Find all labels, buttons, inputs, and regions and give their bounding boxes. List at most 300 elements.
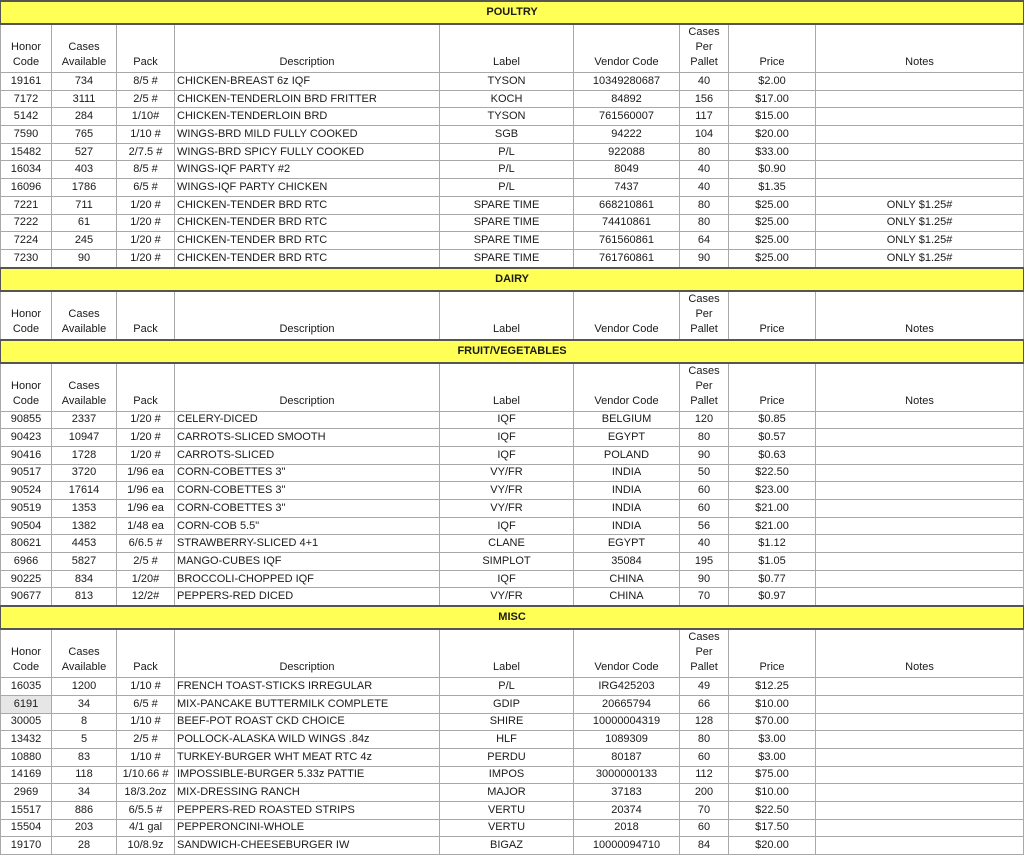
cell-label[interactable]: TYSON [440,73,574,91]
cell-price[interactable]: $15.00 [729,108,816,126]
cell-price[interactable]: $25.00 [729,249,816,267]
cell-price[interactable]: $1.05 [729,553,816,571]
cell-pack[interactable]: 1/10 # [117,678,175,696]
cell-label[interactable]: PERDU [440,748,574,766]
cell-honor-code[interactable]: 16034 [1,161,52,179]
cell-price[interactable]: $17.00 [729,90,816,108]
cell-vendor-code[interactable]: 3000000133 [574,766,680,784]
cell-cases-per-pallet[interactable]: 90 [680,249,729,267]
cell-vendor-code[interactable]: BELGIUM [574,411,680,429]
cell-label[interactable]: SPARE TIME [440,232,574,250]
cell-label[interactable]: P/L [440,161,574,179]
cell-cases-available[interactable]: 1728 [52,446,117,464]
column-header-label[interactable] [440,24,574,73]
column-header-notes[interactable] [816,24,1024,73]
cell-notes[interactable] [816,482,1024,500]
cell-cases-per-pallet[interactable]: 40 [680,179,729,197]
cell-pack[interactable]: 6/6.5 # [117,535,175,553]
cell-cases-per-pallet[interactable]: 200 [680,784,729,802]
cell-price[interactable]: $23.00 [729,482,816,500]
cell-cases-available[interactable]: 90 [52,249,117,267]
column-header-label[interactable] [440,363,574,412]
cell-cases-available[interactable]: 3111 [52,90,117,108]
column-header-honor-code[interactable] [1,291,52,340]
column-header-label[interactable] [440,291,574,340]
cell-cases-available[interactable]: 711 [52,196,117,214]
cell-notes[interactable] [816,819,1024,837]
cell-price[interactable]: $22.50 [729,464,816,482]
cell-pack[interactable]: 1/20 # [117,446,175,464]
cell-cases-per-pallet[interactable]: 60 [680,819,729,837]
cell-cases-available[interactable]: 10947 [52,429,117,447]
cell-description[interactable]: WINGS-BRD SPICY FULLY COOKED [175,143,440,161]
column-header-pack[interactable] [117,629,175,678]
column-header-cases-per-pallet[interactable] [680,291,729,340]
cell-vendor-code[interactable]: INDIA [574,500,680,518]
cell-honor-code[interactable]: 6966 [1,553,52,571]
cell-pack[interactable]: 6/5.5 # [117,801,175,819]
cell-description[interactable]: CARROTS-SLICED [175,446,440,464]
column-header-honor-code[interactable] [1,363,52,412]
cell-description[interactable]: POLLOCK-ALASKA WILD WINGS .84z [175,731,440,749]
cell-notes[interactable] [816,464,1024,482]
cell-price[interactable]: $33.00 [729,143,816,161]
cell-notes[interactable] [816,678,1024,696]
cell-pack[interactable]: 6/5 # [117,695,175,713]
cell-cases-per-pallet[interactable]: 64 [680,232,729,250]
cell-description[interactable]: CHICKEN-BREAST 6z IQF [175,73,440,91]
cell-vendor-code[interactable]: EGYPT [574,535,680,553]
cell-label[interactable]: IQF [440,429,574,447]
cell-cases-per-pallet[interactable]: 49 [680,678,729,696]
column-header-cases-available[interactable] [52,629,117,678]
cell-pack[interactable]: 1/20 # [117,411,175,429]
cell-price[interactable]: $10.00 [729,784,816,802]
cell-cases-per-pallet[interactable]: 84 [680,837,729,855]
cell-price[interactable]: $0.77 [729,570,816,588]
cell-cases-per-pallet[interactable]: 60 [680,500,729,518]
cell-pack[interactable]: 8/5 # [117,161,175,179]
column-header-cases-per-pallet[interactable] [680,363,729,412]
cell-label[interactable]: CLANE [440,535,574,553]
cell-price[interactable]: $70.00 [729,713,816,731]
cell-price[interactable]: $22.50 [729,801,816,819]
cell-description[interactable]: PEPPERONCINI-WHOLE [175,819,440,837]
cell-cases-per-pallet[interactable]: 156 [680,90,729,108]
cell-honor-code[interactable]: 90225 [1,570,52,588]
cell-cases-available[interactable]: 813 [52,588,117,606]
column-header-notes[interactable] [816,629,1024,678]
cell-pack[interactable]: 1/20 # [117,232,175,250]
cell-price[interactable]: $3.00 [729,748,816,766]
cell-price[interactable]: $3.00 [729,731,816,749]
cell-notes[interactable] [816,179,1024,197]
cell-price[interactable]: $0.63 [729,446,816,464]
cell-description[interactable]: FRENCH TOAST-STICKS IRREGULAR [175,678,440,696]
cell-vendor-code[interactable]: EGYPT [574,429,680,447]
cell-label[interactable]: VERTU [440,819,574,837]
cell-cases-per-pallet[interactable]: 80 [680,143,729,161]
column-header-cases-per-pallet[interactable] [680,629,729,678]
cell-description[interactable]: TURKEY-BURGER WHT MEAT RTC 4z [175,748,440,766]
cell-price[interactable]: $17.50 [729,819,816,837]
cell-description[interactable]: CHICKEN-TENDER BRD RTC [175,214,440,232]
cell-pack[interactable]: 1/10 # [117,126,175,144]
cell-notes[interactable] [816,429,1024,447]
cell-notes[interactable] [816,126,1024,144]
column-header-price[interactable] [729,24,816,73]
cell-description[interactable]: CHICKEN-TENDER BRD RTC [175,196,440,214]
cell-cases-available[interactable]: 245 [52,232,117,250]
cell-vendor-code[interactable]: 10349280687 [574,73,680,91]
cell-description[interactable]: CORN-COBETTES 3" [175,482,440,500]
cell-cases-available[interactable]: 765 [52,126,117,144]
column-header-pack[interactable] [117,24,175,73]
cell-cases-available[interactable]: 1353 [52,500,117,518]
cell-notes[interactable] [816,553,1024,571]
cell-honor-code[interactable]: 16096 [1,179,52,197]
cell-vendor-code[interactable]: INDIA [574,517,680,535]
cell-cases-available[interactable]: 734 [52,73,117,91]
cell-cases-per-pallet[interactable]: 128 [680,713,729,731]
cell-cases-available[interactable]: 34 [52,695,117,713]
column-header-description[interactable] [175,629,440,678]
column-header-notes[interactable] [816,291,1024,340]
cell-notes[interactable] [816,588,1024,606]
cell-honor-code[interactable]: 19161 [1,73,52,91]
cell-cases-per-pallet[interactable]: 70 [680,588,729,606]
cell-pack[interactable]: 1/10 # [117,713,175,731]
cell-honor-code[interactable]: 15482 [1,143,52,161]
cell-price[interactable]: $21.00 [729,500,816,518]
cell-cases-available[interactable]: 28 [52,837,117,855]
cell-cases-available[interactable]: 1200 [52,678,117,696]
cell-pack[interactable]: 1/48 ea [117,517,175,535]
cell-cases-available[interactable]: 17614 [52,482,117,500]
cell-price[interactable]: $21.00 [729,517,816,535]
cell-pack[interactable]: 8/5 # [117,73,175,91]
cell-cases-per-pallet[interactable]: 80 [680,731,729,749]
cell-pack[interactable]: 6/5 # [117,179,175,197]
cell-description[interactable]: CORN-COBETTES 3" [175,500,440,518]
cell-cases-per-pallet[interactable]: 66 [680,695,729,713]
cell-label[interactable]: SGB [440,126,574,144]
column-header-cases-available[interactable] [52,363,117,412]
cell-label[interactable]: IQF [440,517,574,535]
cell-description[interactable]: WINGS-IQF PARTY CHICKEN [175,179,440,197]
cell-cases-available[interactable]: 5827 [52,553,117,571]
cell-notes[interactable] [816,801,1024,819]
cell-notes[interactable] [816,446,1024,464]
cell-description[interactable]: PEPPERS-RED ROASTED STRIPS [175,801,440,819]
cell-cases-available[interactable]: 2337 [52,411,117,429]
column-header-description[interactable] [175,291,440,340]
cell-label[interactable]: VY/FR [440,482,574,500]
column-header-vendor-code[interactable] [574,291,680,340]
cell-honor-code[interactable]: 2969 [1,784,52,802]
cell-description[interactable]: CELERY-DICED [175,411,440,429]
column-header-cases-available[interactable] [52,291,117,340]
cell-cases-per-pallet[interactable]: 60 [680,482,729,500]
cell-notes[interactable] [816,517,1024,535]
cell-label[interactable]: P/L [440,143,574,161]
cell-pack[interactable]: 18/3.2oz [117,784,175,802]
cell-honor-code[interactable]: 13432 [1,731,52,749]
cell-label[interactable]: P/L [440,179,574,197]
cell-price[interactable]: $0.90 [729,161,816,179]
cell-cases-per-pallet[interactable]: 40 [680,161,729,179]
cell-notes[interactable]: ONLY $1.25# [816,196,1024,214]
cell-notes[interactable]: ONLY $1.25# [816,249,1024,267]
cell-pack[interactable]: 1/10# [117,108,175,126]
cell-vendor-code[interactable]: 7437 [574,179,680,197]
cell-label[interactable]: SPARE TIME [440,196,574,214]
cell-vendor-code[interactable]: 80187 [574,748,680,766]
cell-honor-code[interactable]: 16035 [1,678,52,696]
cell-cases-per-pallet[interactable]: 40 [680,73,729,91]
cell-notes[interactable] [816,695,1024,713]
cell-honor-code[interactable]: 90416 [1,446,52,464]
cell-vendor-code[interactable]: 1089309 [574,731,680,749]
cell-notes[interactable] [816,411,1024,429]
cell-cases-available[interactable]: 403 [52,161,117,179]
section-title[interactable]: DAIRY [1,268,1024,291]
cell-honor-code[interactable]: 90855 [1,411,52,429]
cell-honor-code[interactable]: 14169 [1,766,52,784]
cell-vendor-code[interactable]: 37183 [574,784,680,802]
cell-label[interactable]: IQF [440,411,574,429]
cell-description[interactable]: CORN-COB 5.5" [175,517,440,535]
cell-notes[interactable]: ONLY $1.25# [816,214,1024,232]
cell-price[interactable]: $2.00 [729,73,816,91]
cell-notes[interactable] [816,837,1024,855]
cell-cases-per-pallet[interactable]: 50 [680,464,729,482]
cell-pack[interactable]: 4/1 gal [117,819,175,837]
cell-price[interactable]: $0.85 [729,411,816,429]
cell-cases-available[interactable]: 83 [52,748,117,766]
cell-description[interactable]: BROCCOLI-CHOPPED IQF [175,570,440,588]
cell-cases-per-pallet[interactable]: 80 [680,196,729,214]
cell-honor-code[interactable]: 30005 [1,713,52,731]
cell-honor-code[interactable]: 7222 [1,214,52,232]
cell-vendor-code[interactable]: 761560861 [574,232,680,250]
cell-pack[interactable]: 1/96 ea [117,482,175,500]
cell-description[interactable]: STRAWBERRY-SLICED 4+1 [175,535,440,553]
cell-description[interactable]: BEEF-POT ROAST CKD CHOICE [175,713,440,731]
cell-price[interactable]: $12.25 [729,678,816,696]
cell-pack[interactable]: 1/96 ea [117,500,175,518]
column-header-pack[interactable] [117,291,175,340]
section-title[interactable]: FRUIT/VEGETABLES [1,340,1024,363]
cell-cases-available[interactable]: 5 [52,731,117,749]
cell-price[interactable]: $0.57 [729,429,816,447]
cell-honor-code[interactable]: 90517 [1,464,52,482]
column-header-cases-per-pallet[interactable] [680,24,729,73]
column-header-price[interactable] [729,291,816,340]
column-header-description[interactable] [175,24,440,73]
cell-notes[interactable] [816,748,1024,766]
cell-label[interactable]: VY/FR [440,500,574,518]
cell-price[interactable]: $20.00 [729,126,816,144]
cell-label[interactable]: IQF [440,570,574,588]
cell-label[interactable]: MAJOR [440,784,574,802]
cell-honor-code[interactable]: 15504 [1,819,52,837]
cell-pack[interactable]: 2/7.5 # [117,143,175,161]
cell-price[interactable]: $25.00 [729,232,816,250]
cell-cases-per-pallet[interactable]: 195 [680,553,729,571]
cell-cases-per-pallet[interactable]: 117 [680,108,729,126]
column-header-cases-available[interactable] [52,24,117,73]
cell-label[interactable]: IQF [440,446,574,464]
cell-price[interactable]: $25.00 [729,214,816,232]
cell-label[interactable]: SPARE TIME [440,214,574,232]
cell-pack[interactable]: 2/5 # [117,90,175,108]
cell-description[interactable]: CHICKEN-TENDERLOIN BRD [175,108,440,126]
cell-vendor-code[interactable]: 922088 [574,143,680,161]
cell-description[interactable]: CHICKEN-TENDER BRD RTC [175,249,440,267]
cell-cases-per-pallet[interactable]: 56 [680,517,729,535]
cell-vendor-code[interactable]: 20665794 [574,695,680,713]
cell-cases-available[interactable]: 34 [52,784,117,802]
cell-cases-available[interactable]: 284 [52,108,117,126]
cell-vendor-code[interactable]: 10000094710 [574,837,680,855]
cell-label[interactable]: KOCH [440,90,574,108]
column-header-vendor-code[interactable] [574,629,680,678]
cell-honor-code[interactable]: 10880 [1,748,52,766]
cell-honor-code[interactable]: 90524 [1,482,52,500]
cell-label[interactable]: TYSON [440,108,574,126]
cell-pack[interactable]: 1/20 # [117,196,175,214]
cell-cases-per-pallet[interactable]: 120 [680,411,729,429]
cell-notes[interactable] [816,161,1024,179]
cell-vendor-code[interactable]: INDIA [574,464,680,482]
column-header-price[interactable] [729,363,816,412]
cell-label[interactable]: VY/FR [440,588,574,606]
cell-notes[interactable] [816,90,1024,108]
cell-price[interactable]: $0.97 [729,588,816,606]
cell-notes[interactable] [816,535,1024,553]
cell-vendor-code[interactable]: CHINA [574,588,680,606]
cell-label[interactable]: HLF [440,731,574,749]
cell-honor-code[interactable]: 90677 [1,588,52,606]
cell-honor-code[interactable]: 15517 [1,801,52,819]
cell-description[interactable]: CHICKEN-TENDERLOIN BRD FRITTER [175,90,440,108]
cell-description[interactable]: WINGS-IQF PARTY #2 [175,161,440,179]
cell-cases-per-pallet[interactable]: 90 [680,570,729,588]
cell-cases-per-pallet[interactable]: 60 [680,748,729,766]
column-header-notes[interactable] [816,363,1024,412]
cell-cases-available[interactable]: 3720 [52,464,117,482]
column-header-pack[interactable] [117,363,175,412]
cell-label[interactable]: IMPOS [440,766,574,784]
cell-cases-per-pallet[interactable]: 104 [680,126,729,144]
cell-pack[interactable]: 1/20 # [117,214,175,232]
cell-description[interactable]: SANDWICH-CHEESEBURGER IW [175,837,440,855]
cell-label[interactable]: SIMPLOT [440,553,574,571]
cell-vendor-code[interactable]: 761760861 [574,249,680,267]
cell-honor-code[interactable]: 7230 [1,249,52,267]
cell-cases-per-pallet[interactable]: 112 [680,766,729,784]
cell-vendor-code[interactable]: 20374 [574,801,680,819]
cell-cases-available[interactable]: 203 [52,819,117,837]
cell-cases-per-pallet[interactable]: 80 [680,214,729,232]
cell-cases-available[interactable]: 1382 [52,517,117,535]
cell-description[interactable]: MIX-PANCAKE BUTTERMILK COMPLETE [175,695,440,713]
cell-description[interactable]: CHICKEN-TENDER BRD RTC [175,232,440,250]
cell-notes[interactable] [816,143,1024,161]
cell-cases-available[interactable]: 1786 [52,179,117,197]
cell-cases-available[interactable]: 834 [52,570,117,588]
cell-pack[interactable]: 2/5 # [117,553,175,571]
cell-cases-available[interactable]: 4453 [52,535,117,553]
cell-pack[interactable]: 1/20# [117,570,175,588]
cell-label[interactable]: SHIRE [440,713,574,731]
cell-label[interactable]: P/L [440,678,574,696]
cell-cases-per-pallet[interactable]: 80 [680,429,729,447]
cell-vendor-code[interactable]: INDIA [574,482,680,500]
cell-vendor-code[interactable]: 35084 [574,553,680,571]
cell-description[interactable]: CORN-COBETTES 3" [175,464,440,482]
cell-label[interactable]: SPARE TIME [440,249,574,267]
cell-price[interactable]: $20.00 [729,837,816,855]
section-title[interactable]: POULTRY [1,1,1024,24]
cell-notes[interactable] [816,766,1024,784]
cell-cases-available[interactable]: 527 [52,143,117,161]
cell-description[interactable]: WINGS-BRD MILD FULLY COOKED [175,126,440,144]
cell-vendor-code[interactable]: 74410861 [574,214,680,232]
cell-cases-available[interactable]: 118 [52,766,117,784]
cell-notes[interactable] [816,784,1024,802]
cell-cases-available[interactable]: 886 [52,801,117,819]
cell-description[interactable]: MIX-DRESSING RANCH [175,784,440,802]
cell-honor-code[interactable]: 90423 [1,429,52,447]
cell-honor-code[interactable]: 19170 [1,837,52,855]
cell-vendor-code[interactable]: 84892 [574,90,680,108]
cell-notes[interactable] [816,713,1024,731]
cell-honor-code[interactable]: 6191 [1,695,52,713]
cell-cases-per-pallet[interactable]: 40 [680,535,729,553]
cell-pack[interactable]: 12/2# [117,588,175,606]
cell-vendor-code[interactable]: CHINA [574,570,680,588]
column-header-honor-code[interactable] [1,24,52,73]
cell-honor-code[interactable]: 90504 [1,517,52,535]
cell-honor-code[interactable]: 90519 [1,500,52,518]
cell-vendor-code[interactable]: 761560007 [574,108,680,126]
cell-honor-code[interactable]: 80621 [1,535,52,553]
cell-notes[interactable] [816,731,1024,749]
cell-honor-code[interactable]: 5142 [1,108,52,126]
column-header-label[interactable] [440,629,574,678]
cell-price[interactable]: $1.35 [729,179,816,197]
column-header-vendor-code[interactable] [574,363,680,412]
cell-vendor-code[interactable]: 2018 [574,819,680,837]
cell-vendor-code[interactable]: 668210861 [574,196,680,214]
cell-vendor-code[interactable]: 94222 [574,126,680,144]
cell-cases-available[interactable]: 61 [52,214,117,232]
column-header-honor-code[interactable] [1,629,52,678]
cell-cases-per-pallet[interactable]: 90 [680,446,729,464]
cell-description[interactable]: CARROTS-SLICED SMOOTH [175,429,440,447]
cell-honor-code[interactable]: 7221 [1,196,52,214]
cell-description[interactable]: PEPPERS-RED DICED [175,588,440,606]
cell-notes[interactable] [816,108,1024,126]
cell-pack[interactable]: 1/20 # [117,249,175,267]
cell-pack[interactable]: 1/96 ea [117,464,175,482]
cell-pack[interactable]: 2/5 # [117,731,175,749]
cell-price[interactable]: $25.00 [729,196,816,214]
column-header-price[interactable] [729,629,816,678]
cell-description[interactable]: MANGO-CUBES IQF [175,553,440,571]
